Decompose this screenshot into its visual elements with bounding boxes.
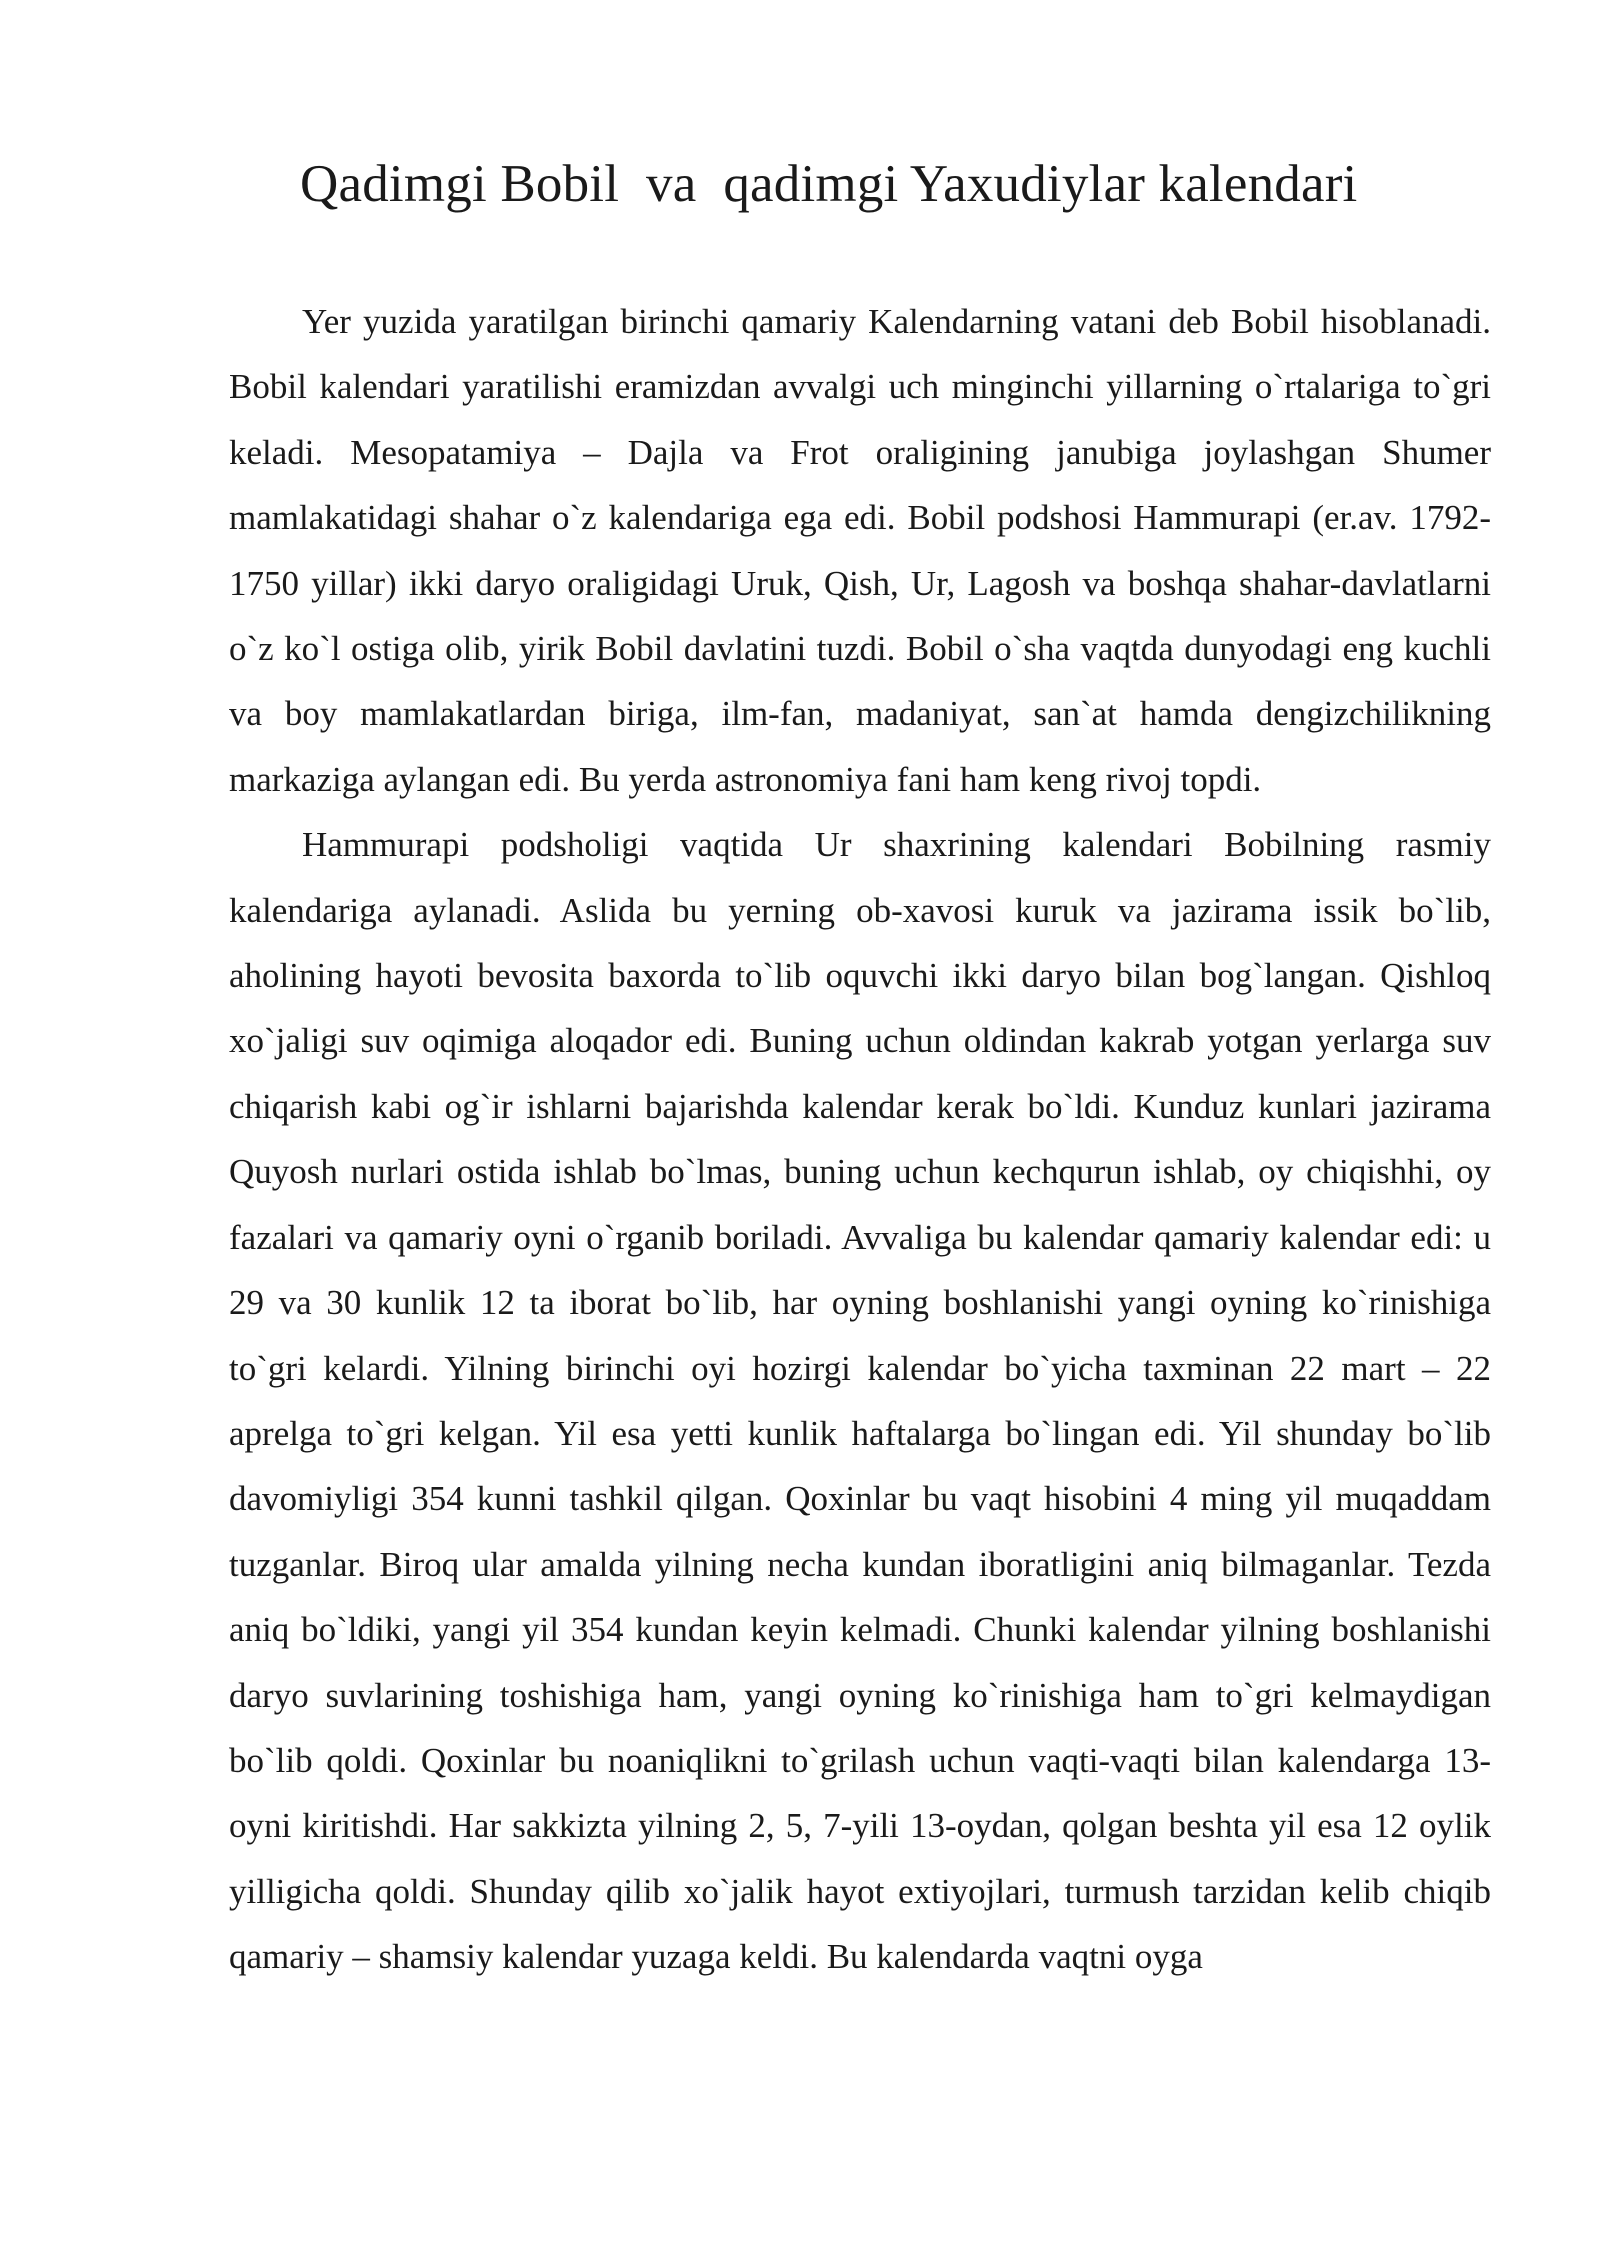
document-body <box>229 289 1491 1990</box>
paragraph: Hammurapi podsholigi vaqtida Ur shaxrining kalendari Bobilning rasmiy kalendariga aylanadi. Aslida bu yerning ob-xavosi kuruk va jazirama issik bo`lib, aholining hayoti bevosita baxorda to`lib oquvchi ikki daryo bilan bog`langan. Qishloq xo`jaligi suv oqimiga aloqador edi. Buning uchun oldindan kakrab yotgan yerlarga suv chiqarish kabi og`ir ishlarni bajarishda kalendar kerak bo`ldi. Kunduz kunlari jazirama Quyosh nurlari ostida ishlab bo`lmas, buning uchun kechqurun ishlab, oy chiqishhi, oy fazalari va qamariy oyni o`rganib boriladi. Avvaliga bu kalendar qamariy kalendar edi: u 29 va 30 kunlik 12 ta iborat bo`lib, har oyning boshlanishi yangi oyning ko`rinishiga to`gri kelardi. Yilning birinchi oyi hozirgi kalendar bo`yicha taxminan 22 mart – 22 aprelga to`gri kelgan. Yil esa yetti kunlik haftalarga bo`lingan edi. Yil shunday bo`lib davomiyligi 354 kunni tashkil qilgan. Qoxinlar bu vaqt hisobini 4 ming yil muqaddam tuzganlar. Biroq ular amalda yilning necha kundan iboratligini aniq bilmaganlar. Tezda aniq bo`ldiki, yangi yil 354 kundan keyin kelmadi. Chunki kalendar yilning boshlanishi daryo suvlarining toshishiga ham, yangi oyning ko`rinishiga ham to`gri kelmaydigan bo`lib qoldi. Qoxinlar bu noaniqlikni to`grilash uchun vaqti-vaqti bilan kalendarga 13-oyni kiritishdi. Har sakkizta yilning 2, 5, 7-yili 13-oydan, qolgan beshta yil esa 12 oylik yilligicha qoldi. Shunday qilib xo`jalik hayot extiyojlari, turmush tarzidan kelib chiqib qamariy – shamsiy kalendar yuzaga keldi. Bu kalendarda vaqtni oyga <box>229 825 1491 1977</box>
document-title: Qadimgi Bobil va qadimgi Yaxudiylar kalendari <box>300 155 1358 213</box>
paragraph: Yer yuzida yaratilgan birinchi qamariy Kalendarning vatani deb Bobil hisoblanadi. Bobil kalendari yaratilishi eramizdan avvalgi uch minginchi yillarning o`rtalariga to`gri keladi. Mesopatamiya – Dajla va Frot oraligining janubiga joylashgan Shumer mamlakatidagi shahar o`z kalendariga ega edi. Bobil podshosi Hammurapi (er.av. 1792-1750 yillar) ikki daryo oraligidagi Uruk, Qish, Ur, Lagosh va boshqa shahar-davlatlarni o`z ko`l ostiga olib, yirik Bobil davlatini tuzdi. Bobil o`sha vaqtda dunyodagi eng kuchli va boy mamlakatlardan biriga, ilm-fan, madaniyat, san`at hamda dengizchilikning markaziga aylangan edi. Bu yerda astronomiya fani ham keng rivoj topdi. <box>229 302 1491 799</box>
